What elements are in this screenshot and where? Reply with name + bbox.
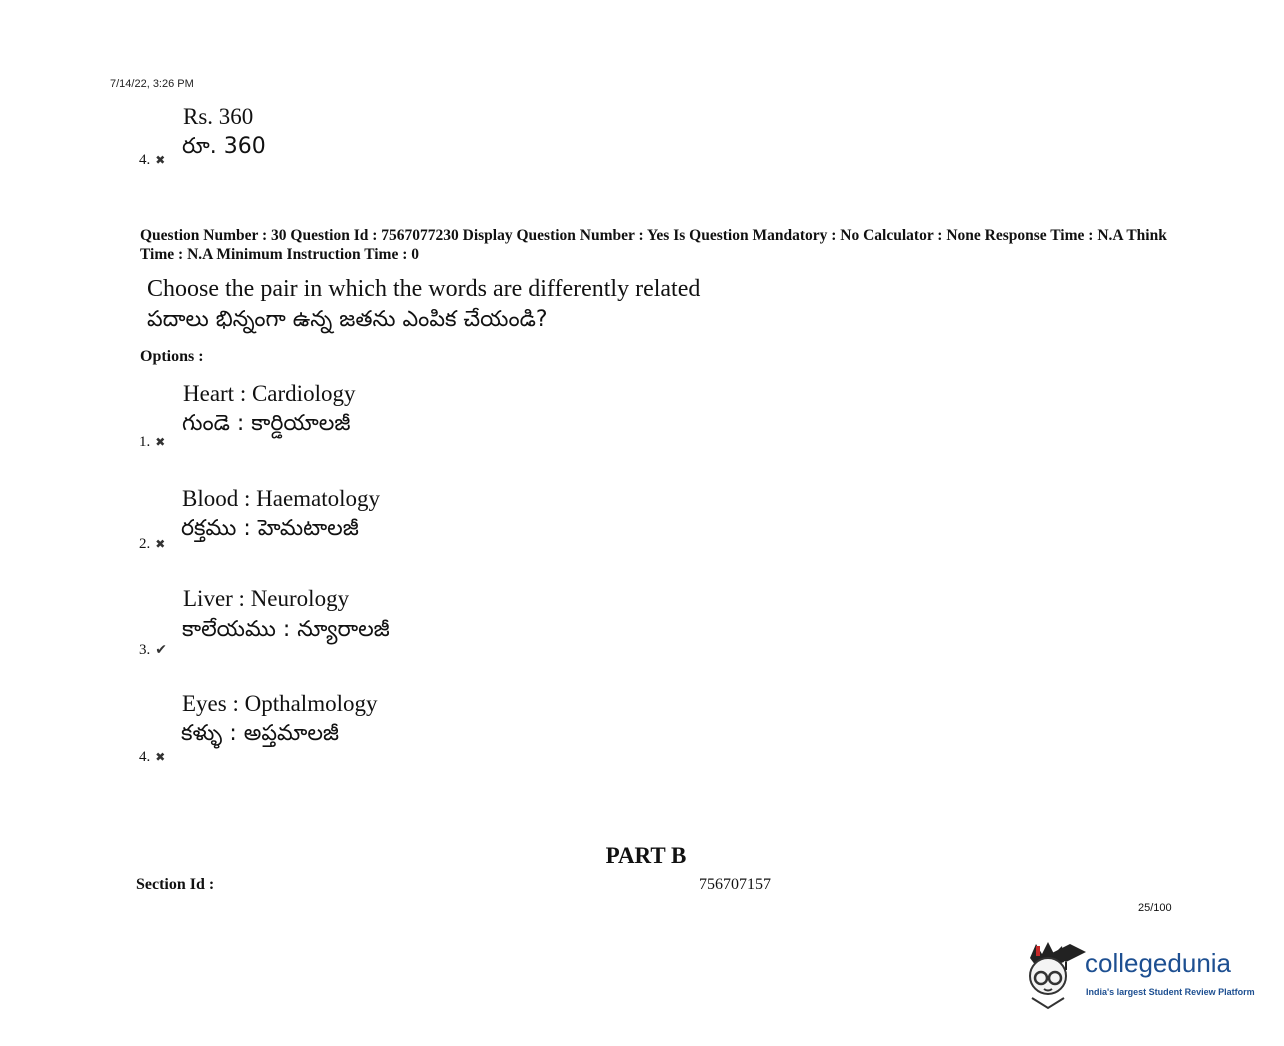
logo-wordmark: collegedunia (1085, 948, 1232, 978)
question-meta: Question Number : 30 Question Id : 7567077230 Display Question Number : Yes Is Question Mandatory : No Calculator : None Response Time : N.A Think Time : N.A Minimum Instruction Time : 0 (140, 227, 1167, 263)
section-id-value: 756707157 (699, 876, 771, 893)
wrong-icon: ✖ (155, 750, 166, 764)
section-id-label: Section Id : (136, 876, 215, 893)
print-timestamp: 7/14/22, 3:26 PM (110, 78, 194, 90)
option-2-marker (139, 536, 165, 553)
question-text-telugu: పదాలు భిన్నంగా ఉన్న జతను ఎంపిక చేయండి? (147, 307, 548, 332)
option-number: 3. (139, 642, 151, 658)
option-4-marker (139, 749, 165, 766)
option-number: 1. (139, 434, 151, 450)
option-1-marker (139, 434, 165, 451)
wrong-icon: ✖ (155, 153, 166, 167)
option-number: 4. (139, 749, 151, 765)
prev-option-marker (139, 152, 165, 169)
option-3-marker (139, 642, 167, 659)
correct-check-icon: ✔ (155, 642, 167, 658)
part-heading: PART B (605, 843, 687, 868)
prev-option-english: Rs. 360 (183, 104, 254, 129)
option-4-english: Eyes : Opthalmology (182, 691, 378, 716)
options-label: Options : (140, 348, 204, 365)
logo-tagline: India's largest Student Review Platform (1086, 987, 1255, 997)
wrong-icon: ✖ (155, 537, 166, 551)
option-3-telugu: కాలేయము : న్యూరాలజీ (182, 617, 390, 642)
question-text-english: Choose the pair in which the words are differently related (147, 276, 701, 302)
option-3-english: Liver : Neurology (183, 586, 350, 611)
option-number: 4. (139, 152, 151, 168)
option-number: 2. (139, 536, 151, 552)
option-4-telugu: కళ్ళు : అప్తమాలజీ (181, 721, 339, 746)
option-1-telugu: గుండె : కార్డియాలజీ (182, 411, 351, 436)
wrong-icon: ✖ (155, 435, 166, 449)
option-2-english: Blood : Haematology (182, 486, 381, 511)
option-2-telugu: రక్తము : హెమటాలజీ (181, 516, 359, 541)
page-number: 25/100 (1138, 902, 1172, 914)
prev-option-telugu: రూ. 360 (182, 134, 266, 159)
option-1-english: Heart : Cardiology (183, 381, 356, 406)
